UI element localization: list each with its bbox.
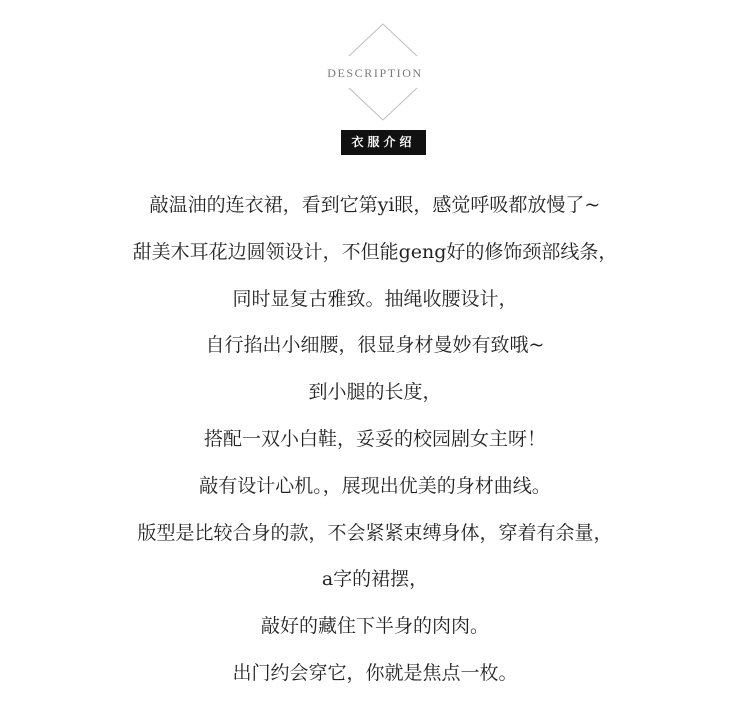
text-line: 搭配一双小白鞋，妥妥的校园剧女主呀！ — [203, 427, 546, 450]
description-label: DESCRIPTION — [327, 66, 423, 80]
section-title-badge: 衣服介绍 — [341, 130, 426, 155]
text-line: a字的裙摆， — [321, 568, 429, 591]
text-line: 敲温油的连衣裙，看到它第yi眼，感觉呼吸都放慢了~ — [149, 194, 601, 216]
bottom-chevron-line — [349, 88, 417, 120]
text-line: 自行掐出小细腰，很显身材曼妙有致哦~ — [205, 334, 545, 357]
text-line: 同时显复古雅致。抽绳收腰设计， — [232, 287, 518, 310]
text-line: 甜美木耳花边圆领设计，不但能geng好的修饰颈部线条， — [132, 240, 618, 263]
text-line: 敲好的藏住下半身的肉肉。 — [260, 615, 489, 638]
section-header — [0, 0, 750, 160]
top-chevron-line — [349, 24, 417, 56]
text-line: 敲有设计心机。，展现出优美的身材曲线。 — [199, 474, 551, 497]
description-text — [0, 182, 750, 697]
text-line: 版型是比较合身的款，不会紧紧束缚身体，穿着有余量， — [137, 521, 613, 544]
text-line: 出门约会穿它，你就是焦点一枚。 — [232, 661, 518, 684]
text-line: 到小腿的长度， — [308, 381, 442, 404]
